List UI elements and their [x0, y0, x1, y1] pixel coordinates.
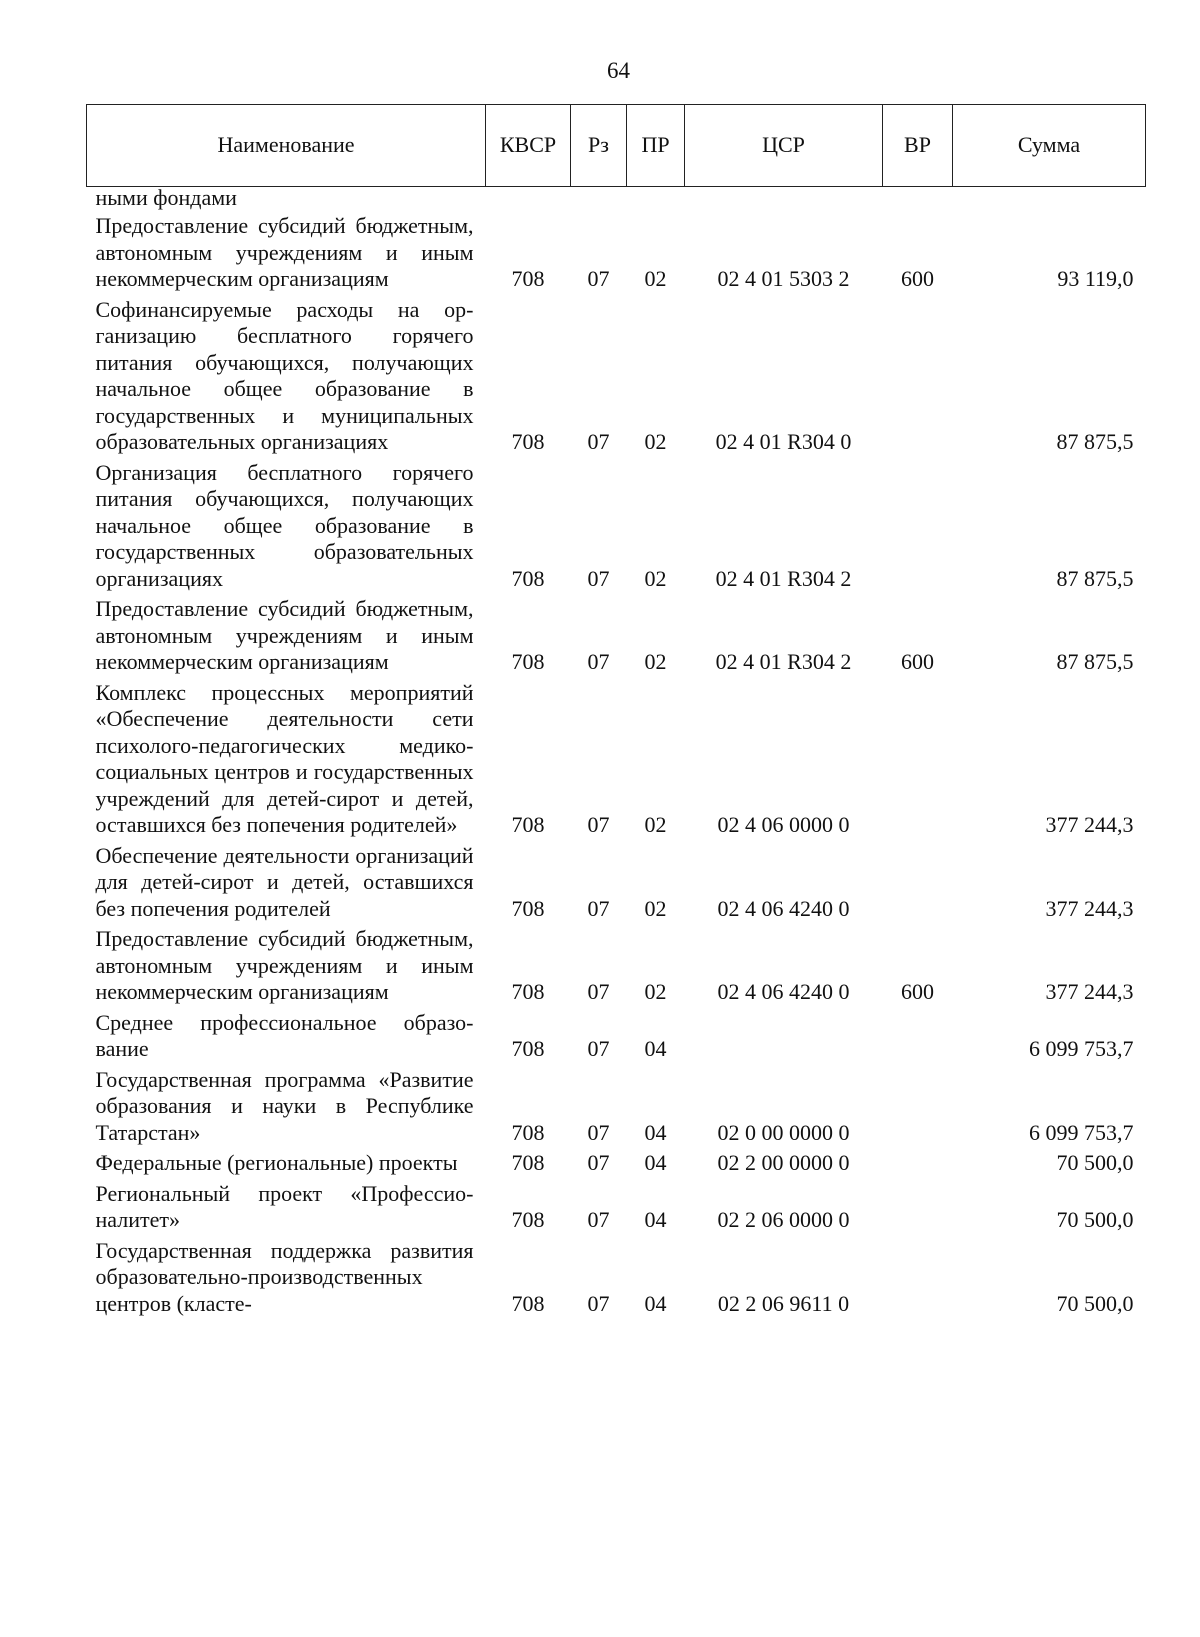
cell-vr — [883, 297, 953, 460]
cell-pr: 02 — [644, 812, 667, 837]
cell-rz: 07 — [587, 565, 610, 591]
cell-pr: 02 — [644, 649, 667, 674]
cell-sum: 377 244,3 — [1045, 895, 1134, 921]
cell-csr: 02 4 01 R304 2 — [715, 649, 852, 674]
table-body — [87, 187, 1146, 1322]
table-row — [87, 1238, 1146, 1322]
cell-csr: 02 2 06 9611 0 — [717, 1290, 850, 1316]
cell-rz: 07 — [587, 979, 610, 1004]
cell-sum: 377 244,3 — [1045, 812, 1134, 837]
budget-table — [86, 104, 1146, 1321]
cell-csr: 02 4 01 5303 2 — [717, 266, 850, 291]
table-row — [87, 1010, 1146, 1067]
cell-name: Федеральные (региональные) проекты — [95, 1150, 458, 1175]
cell-vr — [883, 680, 953, 843]
cell-kvsr: 708 — [511, 812, 545, 837]
cell-csr: 02 4 06 4240 0 — [717, 979, 850, 1004]
cell-vr — [883, 460, 953, 597]
header-csr: ЦСР — [685, 105, 883, 187]
cell-sum: 93 119,0 — [1057, 266, 1134, 291]
header-name: Наименование — [87, 105, 486, 187]
cell-pr: 04 — [644, 1036, 667, 1061]
cell-rz: 07 — [587, 266, 610, 291]
cell-vr: 600 — [901, 266, 934, 291]
cell-pr: 02 — [644, 979, 667, 1004]
cell-name: Обеспечение деятельности организаций для детей-сирот и детей, оставшихся без попечения родителей — [95, 842, 474, 921]
cell-vr — [883, 1238, 953, 1322]
cell-name: Государственная программа «Развитие образования и науки в Республике Татарстан» — [95, 1066, 474, 1145]
cell-csr: 02 4 01 R304 0 — [715, 429, 852, 454]
cell-kvsr: 708 — [511, 429, 545, 454]
cell-pr — [627, 187, 685, 214]
cell-vr — [883, 843, 953, 927]
table-row — [87, 1181, 1146, 1238]
cell-csr: 02 2 06 0000 0 — [717, 1207, 850, 1232]
cell-kvsr: 708 — [511, 1150, 545, 1175]
cell-sum: 70 500,0 — [1056, 1207, 1134, 1232]
cell-name: ными фондами — [95, 185, 237, 210]
cell-vr: 600 — [901, 979, 934, 1004]
cell-csr: 02 4 01 R304 2 — [715, 565, 852, 591]
cell-name: Организация бесплатного горячего питания обучающихся, получающих начальное общее образование в государственных образовательных организациях — [95, 459, 474, 591]
table-row — [87, 596, 1146, 680]
cell-pr: 02 — [644, 429, 667, 454]
cell-pr: 04 — [644, 1207, 667, 1232]
cell-kvsr: 708 — [511, 649, 545, 674]
cell-csr: 02 4 06 4240 0 — [717, 895, 850, 921]
table-row — [87, 926, 1146, 1010]
cell-pr: 02 — [644, 266, 667, 291]
header-sum: Сумма — [953, 105, 1146, 187]
cell-vr — [883, 1010, 953, 1067]
table-row — [87, 1067, 1146, 1151]
cell-kvsr: 708 — [511, 895, 545, 921]
cell-name: Региональный проект «Профессионалитет» — [95, 1180, 474, 1232]
cell-pr: 04 — [644, 1290, 667, 1316]
cell-csr: 02 0 00 0000 0 — [717, 1119, 850, 1145]
cell-name: Комплекс процессных мероприятий «Обеспечение деятельности сети психолого-педагогических медико-социальных центров и государственных учреждений для детей-сирот и детей, оставшихся без попечения родителей» — [95, 679, 474, 837]
cell-sum: 87 875,5 — [1056, 565, 1134, 591]
cell-sum: 6 099 753,7 — [1029, 1036, 1134, 1061]
cell-csr — [685, 187, 883, 214]
cell-vr — [883, 1181, 953, 1238]
page-number: 64 — [607, 58, 630, 83]
cell-pr: 04 — [644, 1150, 667, 1175]
table-row — [87, 213, 1146, 297]
cell-vr — [883, 1150, 953, 1181]
table-row — [87, 1150, 1146, 1181]
cell-kvsr: 708 — [511, 1036, 545, 1061]
cell-csr: 02 4 06 0000 0 — [717, 812, 850, 837]
cell-name: Среднее профессиональное образование — [95, 1009, 474, 1061]
cell-sum: 377 244,3 — [1045, 979, 1134, 1004]
cell-vr — [883, 1067, 953, 1151]
cell-kvsr: 708 — [511, 1119, 545, 1145]
table-row — [87, 297, 1146, 460]
cell-rz: 07 — [587, 1119, 610, 1145]
cell-csr — [685, 1010, 883, 1067]
cell-pr: 02 — [644, 895, 667, 921]
cell-rz: 07 — [587, 1150, 610, 1175]
cell-vr — [883, 187, 953, 214]
table-row — [87, 680, 1146, 843]
cell-rz: 07 — [587, 1290, 610, 1316]
header-rz: Рз — [571, 105, 627, 187]
cell-rz — [571, 187, 627, 214]
cell-kvsr: 708 — [511, 565, 545, 591]
cell-sum: 6 099 753,7 — [1029, 1119, 1134, 1145]
cell-kvsr: 708 — [511, 979, 545, 1004]
cell-name: Софинансируемые расходы на организацию бесплатного горячего питания обучающихся, получающих начальное общее образование в государственных и муниципальных образовательных организациях — [95, 296, 474, 454]
header-kvsr: КВСР — [486, 105, 571, 187]
cell-kvsr: 708 — [511, 1207, 545, 1232]
cell-rz: 07 — [587, 812, 610, 837]
cell-name: Предоставление субсидий бюджетным, автономным учреждениям и иным некоммерческим организациям — [95, 596, 474, 674]
table-header — [87, 105, 1146, 187]
cell-name: Государственная поддержка развития образовательно-производственных центров (класте- — [95, 1237, 474, 1316]
cell-rz: 07 — [587, 649, 610, 674]
cell-pr: 02 — [644, 565, 667, 591]
cell-name: Предоставление субсидий бюджетным, автономным учреждениям и иным некоммерческим организациям — [95, 213, 474, 291]
cell-sum: 70 500,0 — [1056, 1150, 1134, 1175]
cell-rz: 07 — [587, 1207, 610, 1232]
table-row — [87, 187, 1146, 214]
cell-sum: 70 500,0 — [1056, 1290, 1134, 1316]
header-pr: ПР — [627, 105, 685, 187]
cell-rz: 07 — [587, 429, 610, 454]
cell-name: Предоставление субсидий бюджетным, автономным учреждениям и иным некоммерческим организациям — [95, 926, 474, 1004]
cell-vr: 600 — [901, 649, 934, 674]
header-vr: ВР — [883, 105, 953, 187]
table-row — [87, 460, 1146, 597]
cell-kvsr: 708 — [511, 1290, 545, 1316]
cell-sum: 87 875,5 — [1056, 649, 1134, 674]
cell-sum: 87 875,5 — [1056, 429, 1134, 454]
cell-csr: 02 2 00 0000 0 — [717, 1150, 850, 1175]
cell-rz: 07 — [587, 895, 610, 921]
cell-rz: 07 — [587, 1036, 610, 1061]
cell-kvsr — [486, 187, 571, 214]
cell-pr: 04 — [644, 1119, 667, 1145]
cell-kvsr: 708 — [511, 266, 545, 291]
cell-sum — [953, 187, 1146, 214]
table-row — [87, 843, 1146, 927]
